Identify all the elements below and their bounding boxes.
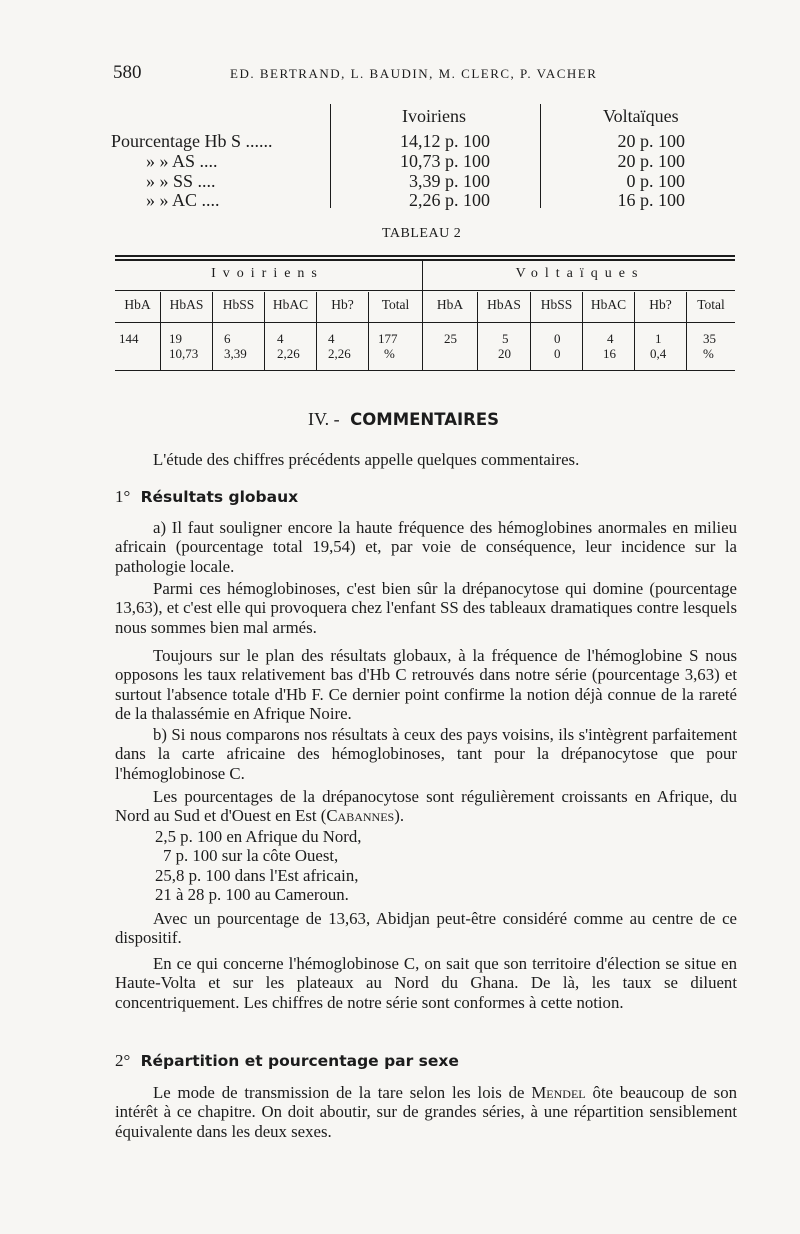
group-header-voltaiques: Voltaïques	[515, 266, 645, 281]
table-cell: 16	[603, 346, 616, 361]
subsection-heading	[115, 1051, 459, 1071]
table-cell: 177	[378, 331, 398, 346]
rule	[115, 255, 735, 257]
table-cell: 2,26	[277, 346, 300, 361]
running-header: ED. BERTRAND, L. BAUDIN, M. CLERC, P. VACHER	[230, 66, 598, 81]
paragraph	[115, 1083, 737, 1141]
list-item: 2,5 p. 100 en Afrique du Nord,	[155, 827, 362, 846]
table-cell: 0,4	[650, 346, 667, 361]
col-header: HbAC	[272, 297, 309, 312]
text-run: Les pourcentages de la drépanocytose sont régulièrement croissants en Afrique, du Nord au Sud et d'Ouest en Est (	[115, 787, 737, 826]
table-cell: 20 p. 100	[617, 131, 685, 151]
table-cell: 20 p. 100	[617, 151, 685, 171]
table-cell: 10,73	[169, 346, 199, 361]
col-header: Total	[381, 297, 410, 312]
table-cell: 144	[119, 331, 139, 346]
table-cell: 0	[554, 346, 561, 361]
table-cell: %	[703, 346, 714, 361]
text-run: ôte beaucoup de son intérêt à ce chapitre. On doit aboutir, sur de grandes séries, à une répartition sensiblement équivalente dans les deux sexes.	[115, 1083, 737, 1141]
group-header-ivoiriens: Ivoiriens	[211, 266, 324, 281]
author-name: Mendel	[531, 1083, 586, 1102]
col-header-voltaiques: Voltaïques	[603, 106, 679, 126]
table-cell: 25	[444, 331, 457, 346]
list-item: 25,8 p. 100 dans l'Est africain,	[155, 865, 359, 885]
col-header: HbAS	[169, 297, 204, 312]
table-cell: 16 p. 100	[617, 190, 685, 210]
list-item: 7 p. 100 sur la côte Ouest,	[163, 846, 339, 866]
col-header: Total	[697, 297, 725, 312]
section-number: IV. -	[308, 409, 340, 429]
rule	[115, 370, 735, 371]
col-header: HbSS	[222, 297, 255, 312]
section-heading	[308, 409, 499, 430]
table-cell: 20	[498, 346, 511, 361]
table-cell: 4	[277, 331, 284, 346]
text-run: Le mode de transmission de la tare selon les lois de	[153, 1083, 532, 1102]
table-cell: 35	[703, 331, 716, 346]
table-cell: 0	[554, 331, 561, 346]
table-cell: 0 p. 100	[626, 171, 685, 191]
subsection-number: 2°	[115, 1051, 131, 1070]
table-cell: 2,26 p. 100	[409, 190, 490, 210]
section-title: COMMENTAIRES	[350, 410, 499, 429]
col-header: Hb?	[331, 297, 354, 312]
col-header-ivoiriens: Ivoiriens	[402, 106, 466, 126]
table-cell: %	[384, 346, 395, 361]
table1-divider	[330, 104, 331, 208]
table-cell: 10,73 p. 100	[400, 151, 490, 171]
paragraph: Avec un pourcentage de 13,63, Abidjan peut-être considéré comme au centre de ce dispositif.	[115, 909, 737, 948]
table-cell: 6	[224, 331, 231, 346]
subsection-title: Répartition et pourcentage par sexe	[140, 1052, 459, 1070]
rule	[115, 290, 735, 291]
subsection-title: Résultats globaux	[140, 488, 299, 506]
col-header: HbA	[436, 297, 464, 312]
list-item: 21 à 28 p. 100 au Cameroun.	[155, 884, 349, 904]
rule	[115, 259, 735, 261]
paragraph: Parmi ces hémoglobinoses, c'est bien sûr la drépanocytose qui domine (pourcentage 13,63), et c'est elle qui provoquera chez l'enfant SS des tableaux dramatiques contre lesquels nous sommes bien mal armés.	[115, 579, 737, 637]
col-header: HbA	[124, 297, 151, 312]
table-cell: 3,39 p. 100	[409, 171, 490, 191]
table-cell: 3,39	[224, 346, 247, 361]
paragraph: a) Il faut souligner encore la haute fréquence des hémoglobines anormales en milieu africain (pourcentage total 19,54) et, par voie de conséquence, leur incidence sur la pathologie locale.	[115, 518, 737, 576]
table-row-label: Pourcentage Hb S ......	[111, 131, 273, 151]
subsection-heading	[115, 487, 298, 507]
paragraph: En ce qui concerne l'hémoglobinose C, on sait que son territoire d'élection se situe en Haute-Volta et sur les plateaux au Nord du Ghana. De là, les taux se diluent concentriquement. Les chiffres de notre série sont conformes à cette notion.	[115, 954, 737, 1012]
table-row-label: » » AC ....	[146, 190, 220, 210]
col-header: Hb?	[649, 297, 672, 312]
table-row-label: » » SS ....	[146, 171, 216, 191]
paragraph: Toujours sur le plan des résultats globaux, à la fréquence de l'hémoglobine S nous opposons les taux relativement bas d'Hb C retrouvés dans notre série (pourcentage 3,63) et surtout l'absence totale d'Hb F. Ce dernier point confirme la notion déjà connue de la rareté de la thalassémie en Afrique Noire.	[115, 646, 737, 723]
percent-list	[155, 827, 361, 904]
author-name: Cabannes	[326, 806, 395, 826]
table1-divider	[540, 104, 541, 208]
table-cell: 19	[169, 331, 182, 346]
table-caption: TABLEAU 2	[382, 226, 462, 241]
text-run: ).	[394, 806, 405, 826]
table-row-label: » » AS ....	[146, 151, 218, 171]
table-cell: 4	[607, 331, 614, 346]
paragraph: L'étude des chiffres précédents appelle quelques commentaires.	[153, 450, 580, 469]
rule	[115, 322, 735, 323]
table-cell: 4	[328, 331, 335, 346]
table-cell: 2,26	[328, 346, 351, 361]
table-cell: 1	[655, 331, 662, 346]
table-cell: 14,12 p. 100	[400, 131, 490, 151]
subsection-number: 1°	[115, 487, 131, 506]
col-header: HbAC	[590, 297, 627, 312]
col-header: HbSS	[540, 297, 573, 312]
group-divider	[422, 261, 423, 371]
paragraph	[115, 787, 737, 826]
table-cell: 5	[502, 331, 509, 346]
page-number: 580	[113, 62, 142, 83]
col-header: HbAS	[487, 297, 521, 312]
paragraph: b) Si nous comparons nos résultats à ceux des pays voisins, ils s'intègrent parfaitement dans la carte africaine des hémoglobinoses, tant pour la drépanocytose que pour l'hémoglobinose C.	[115, 725, 737, 783]
